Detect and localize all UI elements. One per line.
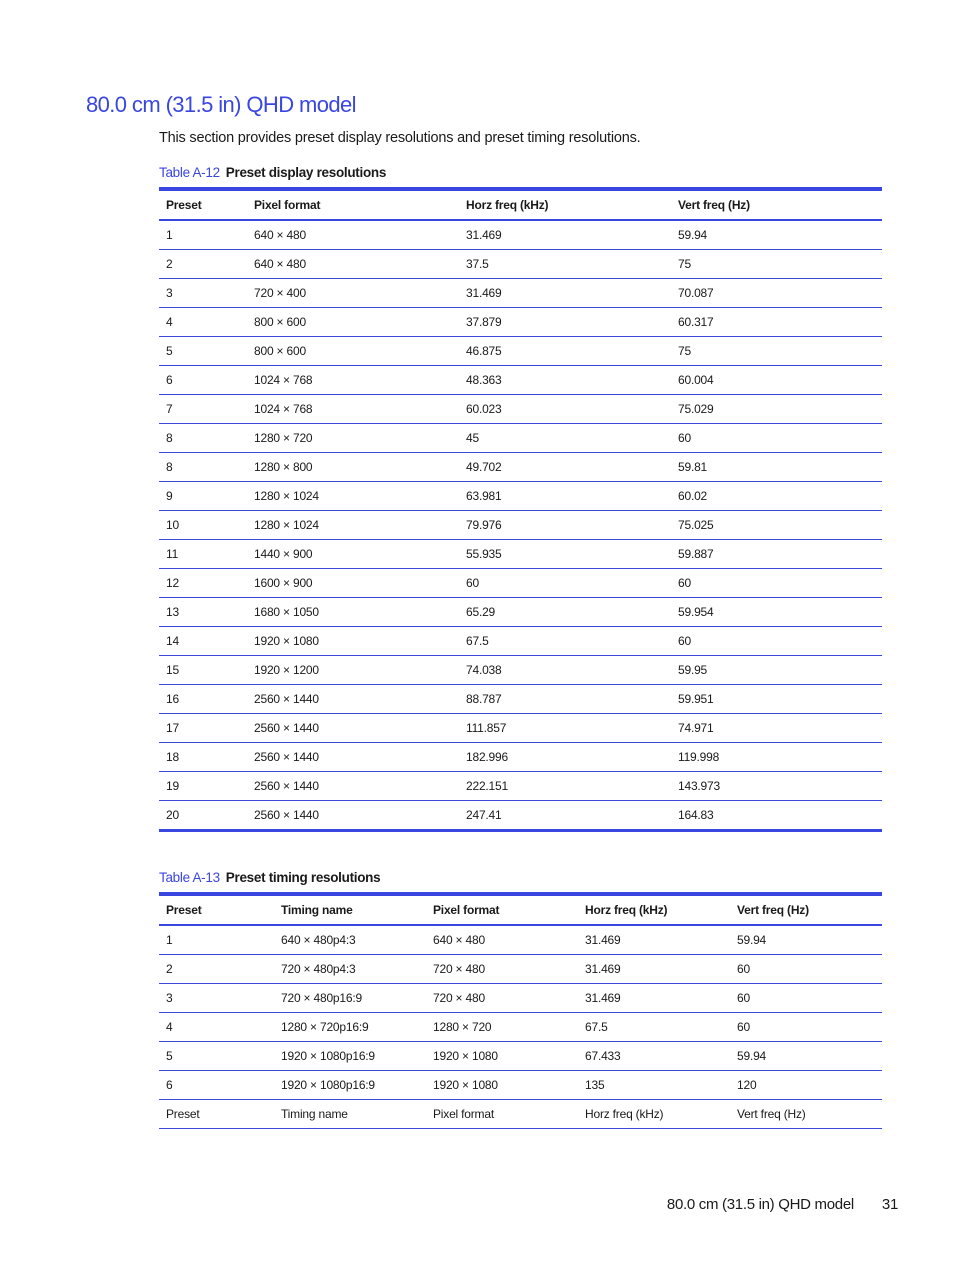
table-cell: 182.996 <box>459 743 671 772</box>
table-row <box>159 685 882 714</box>
table-body <box>159 220 882 831</box>
table-cell: 74.971 <box>671 714 882 743</box>
table-cell: 8 <box>159 453 247 482</box>
column-header-pixel-format: Pixel format <box>426 894 578 925</box>
table-cell: Horz freq (kHz) <box>585 1107 664 1121</box>
table-cell: 75.029 <box>671 395 882 424</box>
table-cell: 2 <box>159 250 247 279</box>
table-cell: 70.087 <box>671 279 882 308</box>
column-header-preset: Preset <box>159 189 247 220</box>
table-cell: 67.5 <box>459 627 671 656</box>
table-cell: 164.83 <box>678 808 714 822</box>
table-row <box>159 1071 882 1100</box>
column-header-timing-name: Timing name <box>274 894 426 925</box>
table-a12-caption <box>159 165 386 180</box>
table-row <box>159 250 882 279</box>
table-cell: 60 <box>671 627 882 656</box>
table-cell: 1600 × 900 <box>247 569 459 598</box>
table-row <box>159 220 882 250</box>
table-row <box>159 1100 882 1129</box>
table-row <box>159 925 882 955</box>
table-cell: 222.151 <box>459 772 671 801</box>
table-cell: 119.998 <box>671 743 882 772</box>
table-cell: 59.81 <box>671 453 882 482</box>
table-cell: 63.981 <box>459 482 671 511</box>
table-cell: 800 × 600 <box>247 337 459 366</box>
table-cell: 1024 × 768 <box>247 366 459 395</box>
table-cell: 2560 × 1440 <box>247 685 459 714</box>
table-a12-title: Preset display resolutions <box>225 165 387 180</box>
table-cell: 31.469 <box>459 279 671 308</box>
table-cell: 88.787 <box>459 685 671 714</box>
table-cell: 59.94 <box>730 1042 882 1071</box>
table-cell: 720 × 480p4:3 <box>274 955 426 984</box>
table-cell: 60 <box>671 569 882 598</box>
table-cell: 11 <box>159 540 247 569</box>
table-cell: 143.973 <box>671 772 882 801</box>
table-cell: 31.469 <box>578 955 730 984</box>
column-header-vert-freq: Vert freq (Hz) <box>671 189 882 220</box>
table-cell: 247.41 <box>466 808 502 822</box>
table-row <box>159 424 882 453</box>
table-cell: 59.94 <box>730 925 882 955</box>
table-row <box>159 453 882 482</box>
table-header-row <box>159 894 882 925</box>
table-row <box>159 366 882 395</box>
table-cell: 10 <box>159 511 247 540</box>
table-cell: 67.5 <box>578 1013 730 1042</box>
table-a13-title: Preset timing resolutions <box>225 870 381 885</box>
table-row <box>159 395 882 424</box>
table-row <box>159 801 882 831</box>
preset-timing-resolutions-table <box>159 892 882 1129</box>
table-cell: 6 <box>159 366 247 395</box>
table-row <box>159 540 882 569</box>
table-cell: 75 <box>671 250 882 279</box>
table-cell: 2560 × 1440 <box>254 808 319 822</box>
table-cell: 2 <box>159 955 274 984</box>
table-cell: 640 × 480 <box>247 250 459 279</box>
table-cell: 6 <box>159 1071 274 1100</box>
table-cell: 1920 × 1080 <box>247 627 459 656</box>
table-cell: 5 <box>159 1042 274 1071</box>
table-cell: 800 × 600 <box>247 308 459 337</box>
table-cell: 17 <box>159 714 247 743</box>
table-cell: 111.857 <box>459 714 671 743</box>
preset-display-resolutions-table <box>159 187 882 832</box>
table-cell: 135 <box>578 1071 730 1100</box>
table-cell: 60.023 <box>459 395 671 424</box>
page-title: 80.0 cm (31.5 in) QHD model <box>86 92 356 117</box>
table-cell: 4 <box>159 308 247 337</box>
table-cell: 16 <box>159 685 247 714</box>
column-header-pixel-format: Pixel format <box>247 189 459 220</box>
table-cell: 1920 × 1080 <box>426 1042 578 1071</box>
table-cell: 8 <box>159 424 247 453</box>
column-header-horz-freq: Horz freq (kHz) <box>459 189 671 220</box>
table-cell: 1 <box>159 925 274 955</box>
table-a12-number: Table A-12 <box>159 165 220 180</box>
table-cell: 1920 × 1080p16:9 <box>274 1042 426 1071</box>
table-cell: Pixel format <box>433 1107 494 1121</box>
table-cell: 1680 × 1050 <box>247 598 459 627</box>
table-cell: 37.879 <box>459 308 671 337</box>
column-header-horz-freq: Horz freq (kHz) <box>578 894 730 925</box>
table-cell: 75.025 <box>671 511 882 540</box>
page-footer <box>667 1196 898 1213</box>
table-row <box>159 714 882 743</box>
table-row <box>159 279 882 308</box>
page-number: 31 <box>881 1196 898 1213</box>
table-cell: 3 <box>159 984 274 1013</box>
table-cell: 20 <box>166 808 179 822</box>
table-cell: 720 × 400 <box>247 279 459 308</box>
table-row <box>159 598 882 627</box>
table-row <box>159 337 882 366</box>
table-cell: 1280 × 720p16:9 <box>274 1013 426 1042</box>
table-row <box>159 511 882 540</box>
table-row <box>159 656 882 685</box>
table-cell: 1920 × 1080p16:9 <box>274 1071 426 1100</box>
table-cell: 60 <box>730 955 882 984</box>
table-cell: 2560 × 1440 <box>247 714 459 743</box>
table-cell: 31.469 <box>578 984 730 1013</box>
table-cell: 1280 × 800 <box>247 453 459 482</box>
intro-paragraph: This section provides preset display resolutions and preset timing resolutions. <box>159 130 641 146</box>
table-cell: 45 <box>459 424 671 453</box>
table-cell: 640 × 480 <box>247 220 459 250</box>
table-cell: 1280 × 720 <box>247 424 459 453</box>
table-cell: 2560 × 1440 <box>247 743 459 772</box>
table-a13-caption <box>159 870 380 885</box>
table-cell: 2560 × 1440 <box>247 772 459 801</box>
table-cell: 1920 × 1080 <box>426 1071 578 1100</box>
table-row <box>159 955 882 984</box>
table-a13-number: Table A-13 <box>159 870 220 885</box>
table-cell: 60 <box>459 569 671 598</box>
table-header-row <box>159 189 882 220</box>
table-cell: 59.887 <box>671 540 882 569</box>
column-header-preset: Preset <box>159 894 274 925</box>
table-row <box>159 1013 882 1042</box>
table-cell: 31.469 <box>459 220 671 250</box>
column-header-vert-freq: Vert freq (Hz) <box>730 894 882 925</box>
table-cell: 60.317 <box>671 308 882 337</box>
table-cell: Preset <box>166 1107 200 1121</box>
table-cell: 14 <box>159 627 247 656</box>
table-row <box>159 1042 882 1071</box>
table-cell: 4 <box>159 1013 274 1042</box>
table-cell: 65.29 <box>459 598 671 627</box>
footer-section-title: 80.0 cm (31.5 in) QHD model <box>666 1196 854 1213</box>
table-cell: 31.469 <box>578 925 730 955</box>
table-cell: 12 <box>159 569 247 598</box>
table-cell: 59.954 <box>671 598 882 627</box>
table-cell: 1920 × 1200 <box>247 656 459 685</box>
table-cell: 67.433 <box>578 1042 730 1071</box>
table-cell: 48.363 <box>459 366 671 395</box>
table-cell: 13 <box>159 598 247 627</box>
table-row <box>159 569 882 598</box>
table-cell: 720 × 480p16:9 <box>274 984 426 1013</box>
table-cell: 60 <box>671 424 882 453</box>
table-cell: 120 <box>730 1071 882 1100</box>
table-cell: 19 <box>159 772 247 801</box>
table-cell: 9 <box>159 482 247 511</box>
table-cell: 74.038 <box>459 656 671 685</box>
table-cell: 59.95 <box>671 656 882 685</box>
table-row <box>159 772 882 801</box>
table-cell: 37.5 <box>459 250 671 279</box>
table-cell: 60.004 <box>671 366 882 395</box>
table-cell: Timing name <box>281 1107 348 1121</box>
table-cell: 75 <box>671 337 882 366</box>
table-cell: 79.976 <box>459 511 671 540</box>
table-cell: 640 × 480 <box>426 925 578 955</box>
table-row <box>159 482 882 511</box>
table-cell: 55.935 <box>459 540 671 569</box>
table-cell: 1280 × 720 <box>426 1013 578 1042</box>
table-cell: 49.702 <box>459 453 671 482</box>
table-row <box>159 627 882 656</box>
table-cell: 3 <box>159 279 247 308</box>
table-body <box>159 925 882 1129</box>
table-cell: 720 × 480 <box>426 984 578 1013</box>
table-cell: 59.94 <box>671 220 882 250</box>
table-cell: 15 <box>159 656 247 685</box>
table-cell: 60 <box>730 984 882 1013</box>
table-cell: 60 <box>730 1013 882 1042</box>
table-row <box>159 743 882 772</box>
table-cell: 59.951 <box>671 685 882 714</box>
table-cell: 5 <box>159 337 247 366</box>
table-cell: 1280 × 1024 <box>247 482 459 511</box>
table-row <box>159 984 882 1013</box>
table-cell: 1280 × 1024 <box>247 511 459 540</box>
table-cell: 1 <box>159 220 247 250</box>
table-cell: 18 <box>159 743 247 772</box>
table-cell: Vert freq (Hz) <box>737 1107 806 1121</box>
table-cell: 7 <box>159 395 247 424</box>
table-row <box>159 308 882 337</box>
table-cell: 720 × 480 <box>426 955 578 984</box>
table-cell: 640 × 480p4:3 <box>274 925 426 955</box>
table-cell: 1440 × 900 <box>247 540 459 569</box>
table-cell: 46.875 <box>459 337 671 366</box>
table-cell: 60.02 <box>671 482 882 511</box>
table-cell: 1024 × 768 <box>247 395 459 424</box>
